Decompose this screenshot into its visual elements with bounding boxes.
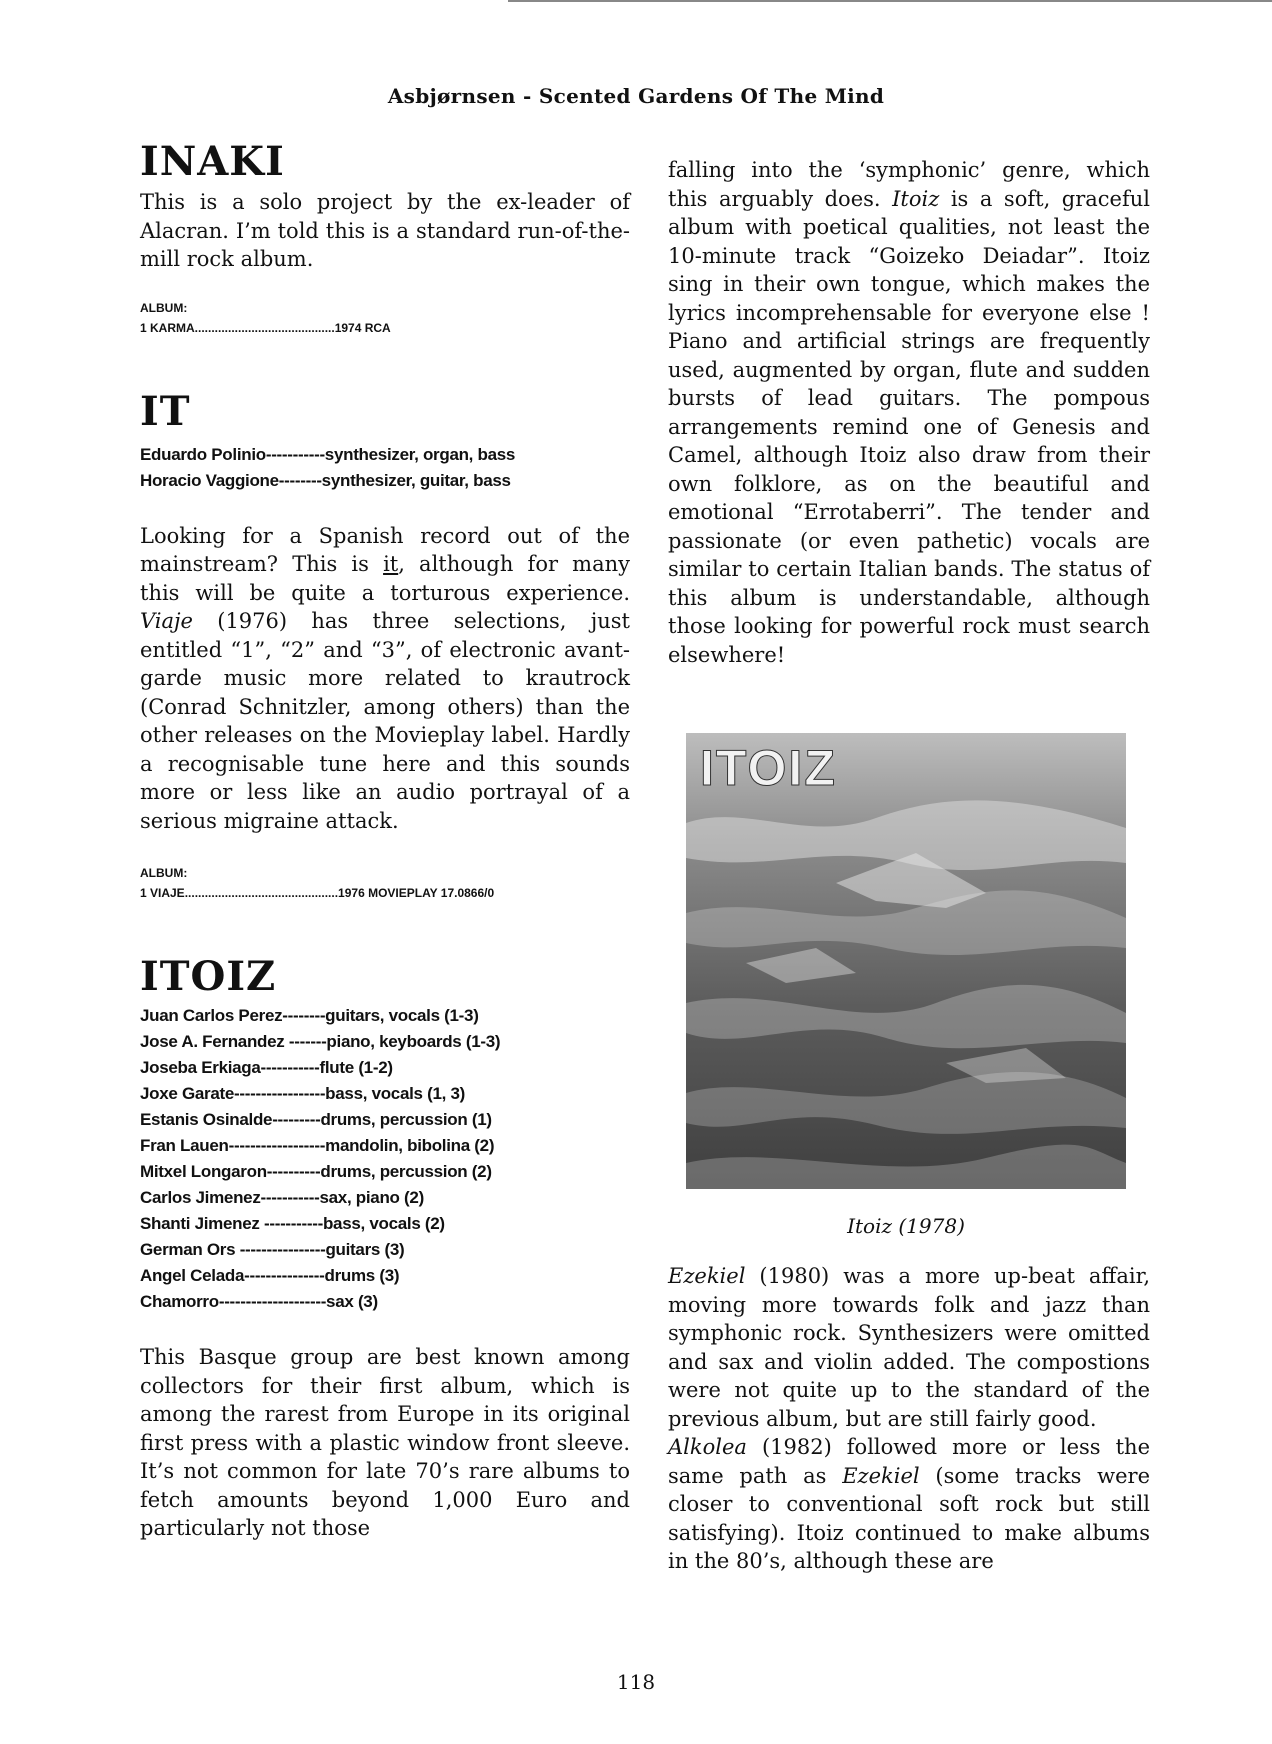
lineup-row: Fran Lauen------------------mandolin, bibolina (2): [140, 1136, 495, 1155]
page-number: 118: [616, 1670, 656, 1694]
album-title: Ezekiel: [842, 1463, 920, 1488]
text: is a soft, graceful album with poetical qualities, not least the 10-minute track “Goizeko Deiadar”. Itoiz sing in their own tongue, which makes the lyrics incomprehensable for everyone else ! Piano and artificial strings are frequently used, augmented by organ, flute and sudden bursts of lead guitars. The pompous arrangements remind one of Genesis and Camel, although Itoiz also draw from their own folklore, as on the beautiful and emotional “Errotaberri”. The tender and passionate (or even pathetic) vocals are similar to certain Italian bands. The status of this album is understandable, although those looking for powerful rock must search elsewhere!: [668, 186, 1150, 667]
left-column: [140, 140, 630, 1543]
image-caption: Itoiz (1978): [847, 1214, 965, 1238]
text: , although for many this will be quite a torturous experience.: [140, 552, 630, 605]
top-rule: [508, 0, 1272, 2]
running-header: Asbjørnsen - Scented Gardens Of The Mind: [387, 84, 885, 108]
lineup-row: Estanis Osinalde---------drums, percussion (1): [140, 1110, 492, 1129]
it-album: [140, 863, 630, 903]
lineup-row: Mitxel Longaron----------drums, percussion (2): [140, 1162, 492, 1181]
inaki-title: INAKI: [140, 138, 285, 185]
album-line: 1 KARMA..........................................1974 RCA: [140, 320, 391, 335]
album-title: Viaje: [140, 609, 193, 633]
text: falling into the ‘symphonic’ genre, which this arguably does.: [668, 158, 1150, 211]
itoiz-body-right: [668, 156, 1150, 669]
lineup-row: Horacio Vaggione--------synthesizer, guitar, bass: [140, 470, 511, 490]
itoiz-title: ITOIZ: [140, 953, 277, 1000]
album-title: Itoiz: [892, 186, 940, 211]
text: (1980) was a more up-beat affair, moving more towards folk and jazz than symphonic rock. Synthesizers were omitted and sax and violin added. The compostions were not quite up to the standard of the previous album, but are still fairly good.: [668, 1264, 1150, 1431]
album-label: ALBUM:: [140, 866, 188, 880]
text: Looking for a Spanish record out of the mainstream? This is: [140, 523, 630, 576]
itoiz-lineup: [140, 1003, 630, 1315]
it-body: [140, 522, 630, 836]
right-column: [668, 156, 1150, 669]
it-lineup: [140, 442, 630, 494]
inaki-body: This is a solo project by the ex-leader of Alacran. I’m told this is a standard run-of-the-mill rock album.: [140, 190, 630, 271]
album-cover-artwork: [686, 733, 1126, 1189]
lineup-row: Shanti Jimenez -----------bass, vocals (2): [140, 1214, 445, 1233]
lineup-row: Jose A. Fernandez -------piano, keyboards (1-3): [140, 1032, 501, 1051]
itoiz-body-left: This Basque group are best known among collectors for their first album, which is among the rarest from Europe in its original first press with a plastic window front sleeve. It’s not common for late 70’s rare albums to fetch amounts beyond 1,000 Euro and particularly not those: [140, 1345, 630, 1540]
it-title: IT: [140, 387, 191, 435]
text: (some tracks were closer to conventional soft rock but still satisfying). Itoiz continued to make albums in the 80’s, although these are: [668, 1463, 1151, 1573]
album-title: Ezekiel: [668, 1264, 746, 1288]
text: (1976) has three selections, just entitled “1”, “2” and “3”, of electronic avant-garde music more related to krautrock (Conrad Schnitzler, among others) than the other releases on the Movieplay label. Hardly a recognisable tune here and this sounds more or less like an audio portrayal of a serious migraine attack.: [140, 609, 630, 833]
album-line: 1 VIAJE..............................................1976 MOVIEPLAY 17.0866/0: [140, 886, 495, 900]
album-label: ALBUM:: [140, 300, 188, 315]
itoiz-body-after: [668, 1262, 1150, 1576]
lineup-row: Chamorro--------------------sax (3): [140, 1292, 378, 1311]
lineup-row: Eduardo Polinio-----------synthesizer, organ, bass: [140, 444, 516, 464]
album-cover-image: [686, 733, 1126, 1189]
emphasis: it: [383, 552, 399, 576]
lineup-row: Angel Celada---------------drums (3): [140, 1266, 400, 1285]
right-column-lower: [668, 1262, 1150, 1576]
lineup-row: German Ors ----------------guitars (3): [140, 1240, 405, 1259]
album-title: Alkolea: [668, 1435, 747, 1459]
lineup-row: Joseba Erkiaga-----------flute (1-2): [140, 1058, 393, 1077]
text: (1982) followed more or less the same path as: [668, 1435, 1150, 1488]
lineup-row: Juan Carlos Perez--------guitars, vocals (1-3): [140, 1006, 479, 1025]
inaki-album: [140, 298, 630, 338]
album-cover-title: ITOIZ: [700, 740, 837, 796]
lineup-row: Joxe Garate-----------------bass, vocals (1, 3): [140, 1084, 465, 1103]
lineup-row: Carlos Jimenez-----------sax, piano (2): [140, 1188, 424, 1207]
